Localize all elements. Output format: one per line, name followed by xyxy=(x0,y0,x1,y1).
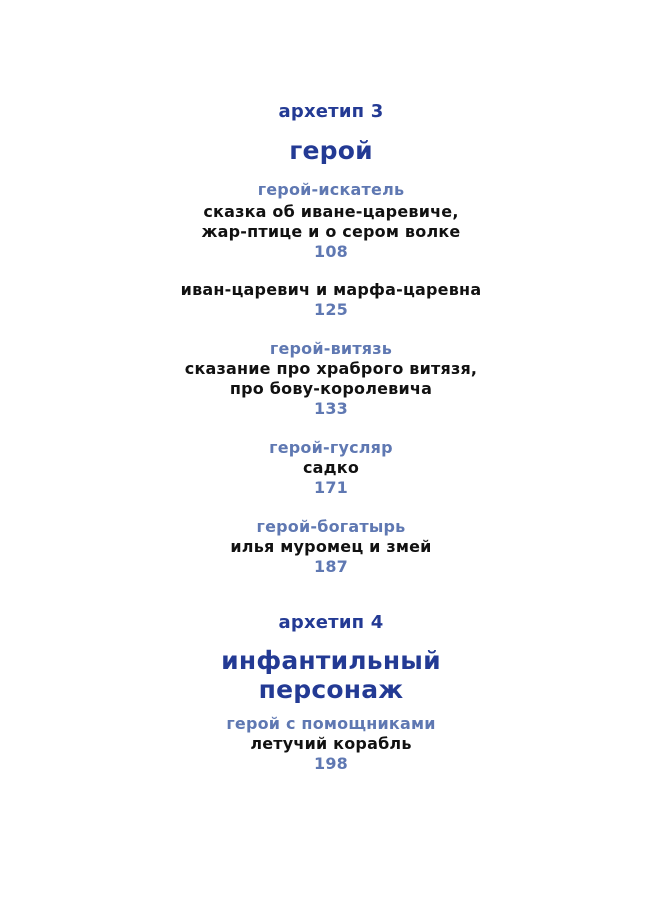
page-number: 125 xyxy=(314,300,348,319)
archetype-4-label: архетип 4 xyxy=(278,612,384,633)
subtype-hero-knight: герой-витязь xyxy=(269,339,393,358)
story-title-line: летучий корабль xyxy=(250,734,412,753)
archetype-4-title-line: инфантильный xyxy=(221,646,441,675)
subtype-hero-gusli-player: герой-гусляр xyxy=(269,438,393,457)
subtype-hero-with-helpers: герой с помощниками xyxy=(226,714,436,733)
subtype-hero-bogatyr: герой-богатырь xyxy=(256,517,406,536)
story-title-line: про бову-королевича xyxy=(229,379,433,398)
page-number: 108 xyxy=(314,242,348,261)
story-title-line: иван-царевич и марфа-царевна xyxy=(180,280,482,299)
archetype-4-title-line: персонаж xyxy=(258,675,404,704)
story-title-line: сказание про храброго витязя, xyxy=(184,359,478,378)
story-title-line: сказка об иване-царевиче, xyxy=(203,202,459,221)
page-number: 198 xyxy=(314,754,348,773)
subtype-hero-seeker: герой-искатель xyxy=(257,180,405,199)
page-number: 133 xyxy=(314,399,348,418)
archetype-3-label: архетип 3 xyxy=(278,101,384,122)
archetype-3-title: герой xyxy=(289,136,373,165)
story-title-line: илья муромец и змей xyxy=(230,537,432,556)
story-title-line: жар-птице и о сером волке xyxy=(201,222,461,241)
story-title-line: садко xyxy=(302,458,360,477)
page-number: 171 xyxy=(314,478,348,497)
page-number: 187 xyxy=(314,557,348,576)
